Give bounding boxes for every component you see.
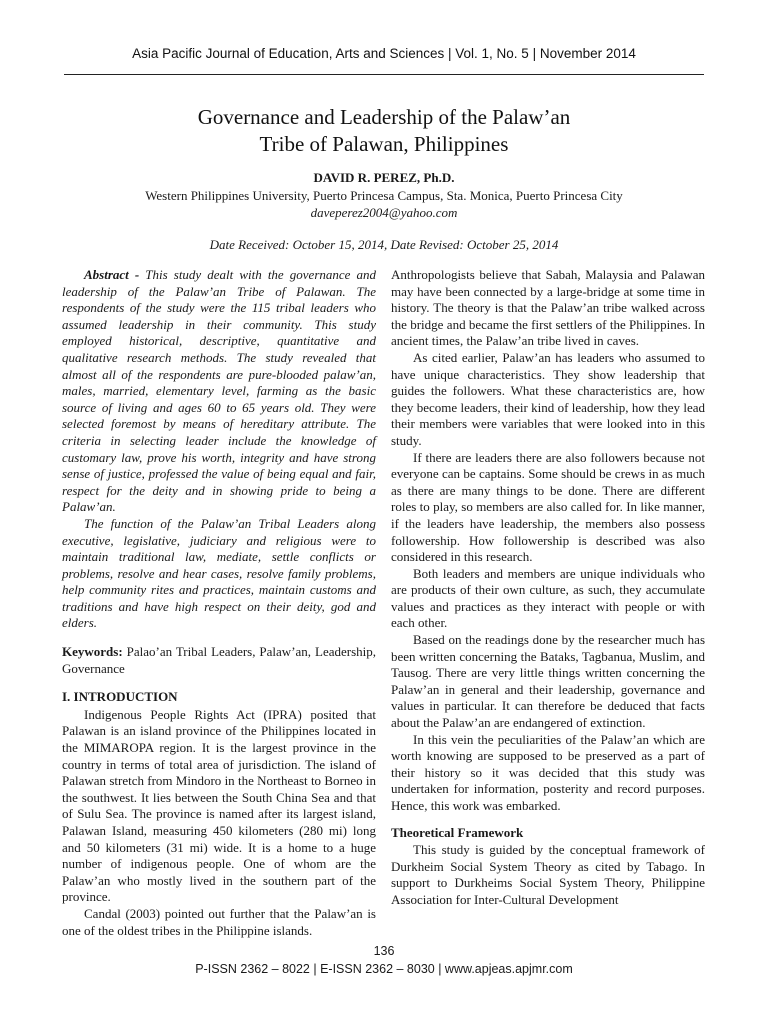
abstract-paragraph-2: The function of the Palaw’an Tribal Leaders along executive, legislative, judiciary and religious were to maintain traditional law, mediate, settle conflicts or problems, resolve and hear cases, resolve family problems, help community rites and practices, maintain customs and traditions and have high respect on their deity, god and elders.	[62, 515, 376, 631]
introduction-paragraph-1: Indigenous People Rights Act (IPRA) posited that Palawan is an island province of the Philippines located in the MIMAROPA region. It is the largest province in the country in terms of total area of jurisdiction. The island of Palawan stretch from Mindoro in the Northeast to Borneo in the southwest. It lies between the South China Sea and that of Sulu Sea. The province is named after its largest island, Palawan Island, measuring 450 kilometers (280 mi) long and 50 kilometers (31 mi) wide. It is a home to a huge number of indigenous people. One of whom are the Palaw’an who mostly lived in the southern part of the province.	[62, 706, 376, 905]
header-divider	[64, 74, 704, 75]
page-number: 136	[373, 944, 395, 958]
paper-title-line2: Tribe of Palawan, Philippines	[259, 132, 509, 156]
keywords-label: Keywords:	[62, 644, 123, 660]
theoretical-framework-heading: Theoretical Framework	[391, 824, 524, 840]
author-affiliation: Western Philippines University, Puerto Princesa Campus, Sta. Monica, Puerto Princesa City	[145, 188, 623, 203]
paper-title-line1: Governance and Leadership of the Palaw’an	[197, 105, 571, 129]
introduction-heading: I. INTRODUCTION	[62, 689, 178, 705]
right-column	[391, 267, 705, 909]
date-received: Date Received: October 15, 2014, Date Revised: October 25, 2014	[209, 237, 559, 252]
body-paragraph-2: As cited earlier, Palaw’an has leaders who assumed to have unique characteristics. They show leadership that guides the followers. What these characteristics are, how they become leaders, their kind of leadership, how they lead their members were variables that were looked into in this study.	[391, 349, 705, 448]
introduction-paragraph-2: Candal (2003) pointed out further that the Palaw’an is one of the oldest tribes in the Philippine islands.	[62, 905, 376, 938]
body-paragraph-4: Both leaders and members are unique individuals who are products of their own culture, as such, they accumulate values and practices as they interact with people or with each other.	[391, 565, 705, 631]
body-paragraph-3: If there are leaders there are also followers because not everyone can be captains. Some should be crews in as much as there are many things to be done. There are different roles to play, so members are also called for. In like manner, if the leaders have leadership, the members also possess followership. How followership is described was also considered in this research.	[391, 449, 705, 565]
author-name: DAVID R. PEREZ, Ph.D.	[313, 170, 455, 185]
abstract	[62, 267, 376, 632]
keywords-text: Palao’an Tribal Leaders, Palaw’an, Leadership, Governance	[62, 644, 376, 676]
journal-header: Asia Pacific Journal of Education, Arts and Sciences | Vol. 1, No. 5 | November 2014	[132, 46, 636, 61]
issn-footer: P-ISSN 2362 – 8022 | E-ISSN 2362 – 8030 | www.apjeas.apjmr.com	[195, 962, 573, 976]
left-column	[62, 267, 376, 939]
abstract-label: Abstract -	[84, 267, 140, 282]
paper-title	[0, 104, 768, 158]
author-email: daveperez2004@yahoo.com	[310, 205, 458, 220]
abstract-text-1: This study dealt with the governance and leadership of the Palaw’an Tribe of Palawan. The respondents of the study were the 115 tribal leaders who assumed leadership in their community. This study employed historical, descriptive, quantitative and qualitative research methods. The study revealed that almost all of the respondents are pure-blooded palaw’an, males, married, elementary level, farming as the basic source of living and ages 60 to 65 years old. They were selected foremost by means of hereditary attribute. The criteria in selecting leader include the knowledge of customary law, prove his worth, integrity and have strong sense of justice, professed the value of being equal and fair, respect for the deity and in showing pride to being a Palaw’an.	[62, 267, 376, 515]
body-paragraph-1: Anthropologists believe that Sabah, Malaysia and Palawan may have been connected by a large-bridge at some time in history. The theory is that the Palaw’an tribe walked across the bridge and became the first settlers of the Philippines. In ancient times, the Palaw’an tribe lived in caves.	[391, 267, 705, 349]
keywords	[62, 644, 376, 677]
body-paragraph-6: In this vein the peculiarities of the Palaw’an which are worth knowing are supposed to be preserved as a part of their history so it was decided that this study was undertaken for information, posterity and record purposes. Hence, this work was embarked.	[391, 731, 705, 813]
body-paragraph-7: This study is guided by the conceptual framework of Durkheim Social System Theory as cited by Tabago. In support to Durkheims Social System Theory, Philippine Association for Inter-Cultural Development	[391, 842, 705, 907]
abstract-paragraph-1	[62, 267, 376, 516]
body-paragraph-5: Based on the readings done by the researcher much has been written concerning the Bataks, Tagbanua, Muslim, and Tausog. There are very little things written concerning the Palaw’an in general and their leadership, governance and values in particular. It can therefore be deduced that facts about the Palaw’an are endangered of extinction.	[391, 632, 705, 731]
